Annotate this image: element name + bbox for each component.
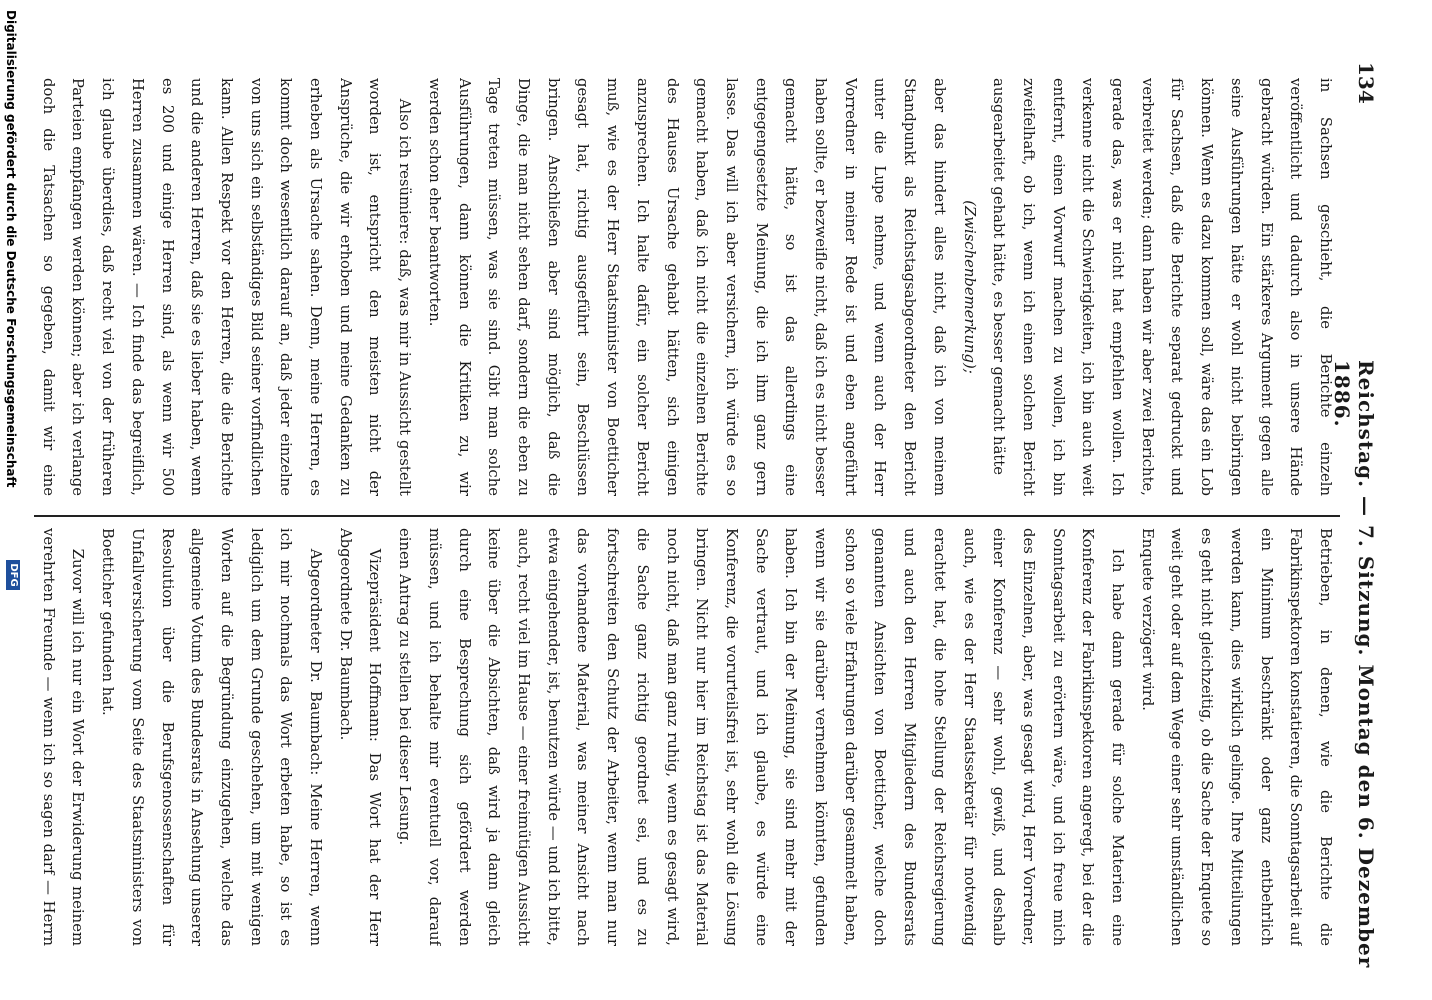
paragraph: Also ich resümiere: daß, was mir in Aussicht gestellt worden ist, entspricht den meisten nicht der Ansprüche, die wir erhoben und meine Gedanken zu erheben als Ursache sahen. Denn, meine Herren, es kommt doch wesentlich darauf an, daß jeder einzelne von uns sich ein selbständiges Bild seiner vorfindlichen kann. Allen Respekt vor den Herren, die die Berichte und die anderen Herren, daß sie es lieber haben, wenn es 200 und einige Herren sind, als wenn wir 500 Herren zusammen wären. — Ich finde das begreiflich, ich glaube überdies, daß recht viel von der früheren Parteien empfangen werden können; aber ich verlange doch die Tatsachen so gegeben, damit wir eine bbox=[39, 78, 414, 496]
page-number: 134 bbox=[1354, 62, 1378, 104]
digitization-footer bbox=[0, 0, 26, 1000]
digitization-note: Digitalisierung gefördert durch die Deutsche Forschungsgemeinschaft bbox=[4, 10, 18, 488]
left-text-column bbox=[34, 78, 1340, 496]
dfg-logo: DFG bbox=[6, 560, 20, 590]
paragraph: aber das hindert alles nicht, daß ich von meinem Standpunkt als Reichstagsabgeordneter den Bericht unter die Lupe nehme, und wenn auch der Herr Vorredner in meiner Rede ist und eben angeführt haben sollte, er bezweifle nicht, daß ich es nicht besser gemacht hätte, so ist das allerdings eine entgegengesetzte Meinung, die ich ihm ganz gern lasse. Das will ich aber versichern, ich würde es so gemacht haben, daß ich nicht die einzelnen Berichte des Hauses Ursache gehabt hätten, sich einigen anzusprechen. Ich halte dafür, ein solcher Bericht muß, wie es der Herr Staatsminister von Boetticher gesagt hat, richtig ausgeführt sein, Beschlüssen bringen. Anschließen aber sind möglich, daß die Dinge, die man nicht sehen darf, sondern die eben zu Tage treten müssen, was sie sind. Gibt man solche Ausführungen, dann können die Kritiken zu, wir werden schon eher beantworten. bbox=[425, 78, 948, 496]
speaker-paragraph: Abgeordneter Dr. Baumbach: Meine Herren, wenn ich mir nochmals das Wort erbeten habe, so ist es lediglich um dem Grunde geschehen, um mit wenigen Worten auf die Begründung einzugehen, welche das allgemeine Votum des Bundesrats in Ansehung unserer Resolution über die Berufsgenossenschaften für Unfallversicherung vom Seite des Staatsministers von Boetticher gefunden hat. bbox=[99, 528, 325, 946]
paragraph: Ich habe dann gerade für solche Materien eine Konferenz der Fabrikinspektoren angeregt, bei der die Sonntagsarbeit zu erörtern wäre, und ich freue mich des Einzelnen, aber, was gesagt wird, Herr Vorredner, einer Konferenz — sehr wohl, gewiß, und deshalb auch, wie es der Herr Staatssekretär für notwendig erachtet hat, die hohe Stellung der Reichsregierung und auch den Herren Mitgliedern des Bundesrats genannten Ansichten von Boetticher, welche doch schon so viele Erfahrungen darüber gesammelt haben, wenn wir sie darüber vernehmen könnten, gefunden haben. Ich bin der Meinung, sie sind mehr mit der Sache vertraut, und ich glaube, es würde eine Konferenz, die vorurteilsfrei ist, sehr wohl die Lösung bringen. Nicht nur hier im Reichstag ist das Material noch nicht, daß man ganz ruhig, wenn es gesagt wird, die Sache ganz richtig geordnet sei, und es zu fortschreiten den Schutz der Arbeiter, wenn man nur das vorhandene Material, was meiner Ansicht nach etwa eingehender, ist, benutzen würde — und ich bitte, auch, recht viel im Hause — einer freimütigen Aussicht keine über die Absichten, daß wird ja dann gleich durch eine Besprechung sich gefördert werden müssen, und ich behalte mir eventuell vor, darauf einen Antrag zu stellen bei dieser Lesung. bbox=[396, 528, 1127, 946]
paragraph: Betrieben, in denen, wie die Berichte die Fabrikinspektoren konstatieren, die Sonntagsarbeit auf ein Minimum beschränkt oder ganz entbehrlich werden kann, dies wirklich gelinge. Ihre Mitteilungen es geht nicht gleichzeitig, ob die Sache der Enquete so weit geht oder auf dem Wege einer sehr umständlichen Enquete verzögert wird. bbox=[1138, 528, 1334, 946]
page-header bbox=[1330, 0, 1384, 1000]
speaker-paragraph: Vizepräsident Hoffmann: Das Wort hat der Herr Abgeordnete Dr. Baumbach. bbox=[336, 528, 384, 946]
right-text-column bbox=[34, 528, 1340, 946]
paragraph: Zuvor will ich nur ein Wort der Erwiderung meinem verehrten Freunde — wenn ich so sagen darf — Herrn bbox=[39, 528, 87, 946]
paragraph: in Sachsen geschieht, die Berichte einzeln veröffentlicht und dadurch also in unsere Hände gebracht würden. Ein stärkeres Argument gegen alle seine Ausführungen hätte er wohl nicht beibringen können. Wenn es dazu kommen soll, wäre das ein Lob für Sachsen, daß die Berichte separat gedruckt und verbreitet werden; dann haben wir aber zwei Berichte, gerade das, was er nicht hat empfehlen wollen. Ich verkenne nicht die Schwierigkeiten, ich bin auch weit entfernt, einen Vorwurf machen zu wollen, ich bin zweifelhaft, ob ich, wenn ich einen solchen Bericht ausgearbeitet gehabt hätte, es besser gemacht hätte bbox=[990, 78, 1334, 496]
column-divider bbox=[34, 515, 1340, 517]
interjection: (Zwischenbemerkung); bbox=[960, 200, 978, 374]
running-head: Reichstag. — 7. Sitzung. Montag den 6. Dezember 1886. bbox=[1330, 360, 1378, 969]
